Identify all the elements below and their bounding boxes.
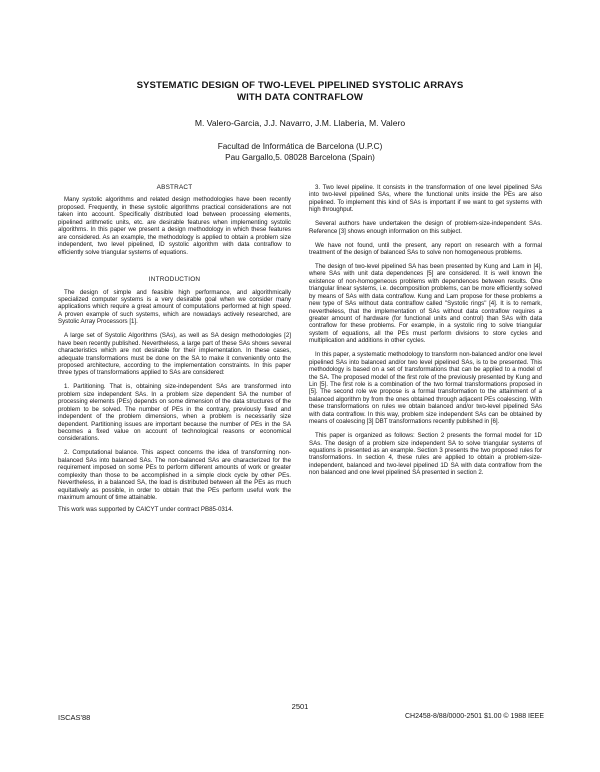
- funding-footnote: This work was supported by CAICYT under contract PB85-0314.: [58, 505, 234, 513]
- intro-item-1: 1. Partitioning. That is, obtaining size-independent SAs are transformed into problem size independent SAs. In a problem size dependent SA the number of processing elements (PEs) depends on some dimension of the data structures of the problem to be solved. The number of PEs in the contrary, previously fixed and independent of the problem dimensions, when a problem is necessarily size dependent. Partitioning issues are important because the number of PEs in the SA becomes a fixed value on account of technological reasons or economical considerations.: [58, 383, 291, 443]
- right-paragraph-3: The design of two-level pipelined SA has been presented by Kung and Lam in [4], where SAs with unit data dependences [5] are considered. It is well known the existence of non-homogeneous problems with dependences between results. One triangular linear systems, i.e. decomposition problems, can be more efficiently solved by means of SAs with data contraflow. Kung and Lam propose for these problems a new type of SAs without data contraflow called "Systolic rings" [4]. It is to remark, nevertheless, that the implementation of SAs without data contraflow requires a greater amount of hardware (for functional units and control) than SAs with data contraflow for these problems. For example, in a systolic ring to solve triangular system of equations, all the PEs must perform divisions to store cycles and multiplication and additions in other cycles.: [309, 262, 542, 345]
- affiliation-line-2: Pau Gargallo,5. 08028 Barcelona (Spain): [225, 153, 375, 162]
- paper-title: [60, 80, 540, 104]
- abstract-heading: ABSTRACT: [156, 184, 193, 191]
- author-list: M. Valero-Garcia, J.J. Navarro, J.M. Llaberia, M. Valero: [194, 118, 406, 128]
- right-paragraph-2: We have not found, until the present, any report on research with a formal treatment of the design of balanced SAs to solve non homogeneous problems.: [309, 241, 542, 256]
- intro-paragraph-1: The design of simple and feasible high performance, and algorithmically specialized computer systems is a very desirable goal when we consider many applications which require a great amount of computations performed at high speed. A proven example of such systems, which are nowadays actively researched, are Systolic Array Processors [1].: [58, 288, 291, 326]
- affiliation: [60, 141, 540, 163]
- intro-item-2: 2. Computational balance. This aspect concerns the idea of transforming non-balanced SAs into balanced SAs. The non-balanced SAs are characterized for the requirement imposed on some PEs to perform different amounts of work or greater complexity than those to be accomplished in a simple clock cycle by other PEs. Nevertheless, in a balanced SA, the load is distributed between all the PEs as much equitatively as possible, in order to obtain that the PEs perform useful work the maximum amount of time attainable.: [58, 449, 291, 502]
- right-paragraph-1: Several authors have undertaken the design of problem-size-independent SAs. Reference [3] shows enough information on this subject.: [309, 220, 542, 235]
- intro-item-3: 3. Two level pipeline. It consists in the transformation of one level pipelined SAs into two-level pipelined SAs, where the functional units inside the PEs are also pipelined. To implement this kind of SAs is important if we want to get systems with high throughput.: [309, 184, 542, 214]
- right-column: [309, 184, 542, 483]
- affiliation-line-1: Facultad de Informática de Barcelona (U.P.C): [217, 142, 383, 151]
- intro-paragraph-2: A large set of Systolic Algorithms (SAs), as well as SA design methodologies [2] have been recently published. Nevertheless, a large part of these SAs shows several characteristics which are not desirable for their implementation. In these cases, adequate transformations must be done on the SA to make it conveniently onto the proposed architecture, according to the implementation constraints. In this paper three types of transformations applied to SAs are considered:: [58, 332, 291, 377]
- copyright-notice: CH2458-8/88/0000-2501 $1.00 © 1988 IEEE: [404, 713, 544, 720]
- left-column: [58, 184, 291, 520]
- page-number: 2501: [291, 702, 309, 711]
- title-line-2: WITH DATA CONTRAFLOW: [237, 92, 363, 103]
- right-paragraph-5: This paper is organized as follows: Section 2 presents the formal model for 1D SAs. The design of a problem size independent SA to solve triangular systems of equations is presented as an example. Section 3 presents the two proposed rules for transformations. In section 4, these rules are applied to obtain a problem-size-independent, balanced and two-level pipelined 1D SA with data contraflow from the non balanced and one level pipelined SA presented in section 2.: [309, 432, 542, 477]
- conference-label: ISCAS'88: [58, 713, 91, 722]
- introduction-heading: INTRODUCTION: [148, 276, 201, 284]
- right-paragraph-4: In this paper, a systematic methodology to transform non-balanced and/or one level pipelined SAs into balanced and/or two level pipelined SAs, is to be presented. This methodology is based on a set of transformations that can be applied to a model of the SA. The proposed model of the first role of the previously presented by Kung and Lin [5]. The first role is a combination of the two formal transformations proposed in [5]. The second role we propose is a formal transformation to the attainment of a balanced algorithm by from the ones obtained through adjacent PEs coalescing. With these transformations on rules we obtain balanced and/or two-level pipelined SAs with data contraflow. In this way, problem size independent SAs can be obtained by means of coalescing [3] DBT transformations recently published in [6].: [309, 351, 542, 426]
- abstract-text: Many systolic algorithms and related design methodologies have been recently proposed. Frequently, in these systolic algorithms practical considerations are not taken into account. Specifically distributed load between processing elements, pipelined arithmetic units, etc. are desirable features when implementing systolic algorithms. In this paper we present a design methodology in which these features are considered. As an example, the methodology is applied to obtain a problem size independent, two level pipelined, ID systolic algorithm with data contraflow to efficiently solve triangular systems of equations.: [58, 196, 291, 256]
- title-line-1: SYSTEMATIC DESIGN OF TWO-LEVEL PIPELINED SYSTOLIC ARRAYS: [136, 80, 464, 91]
